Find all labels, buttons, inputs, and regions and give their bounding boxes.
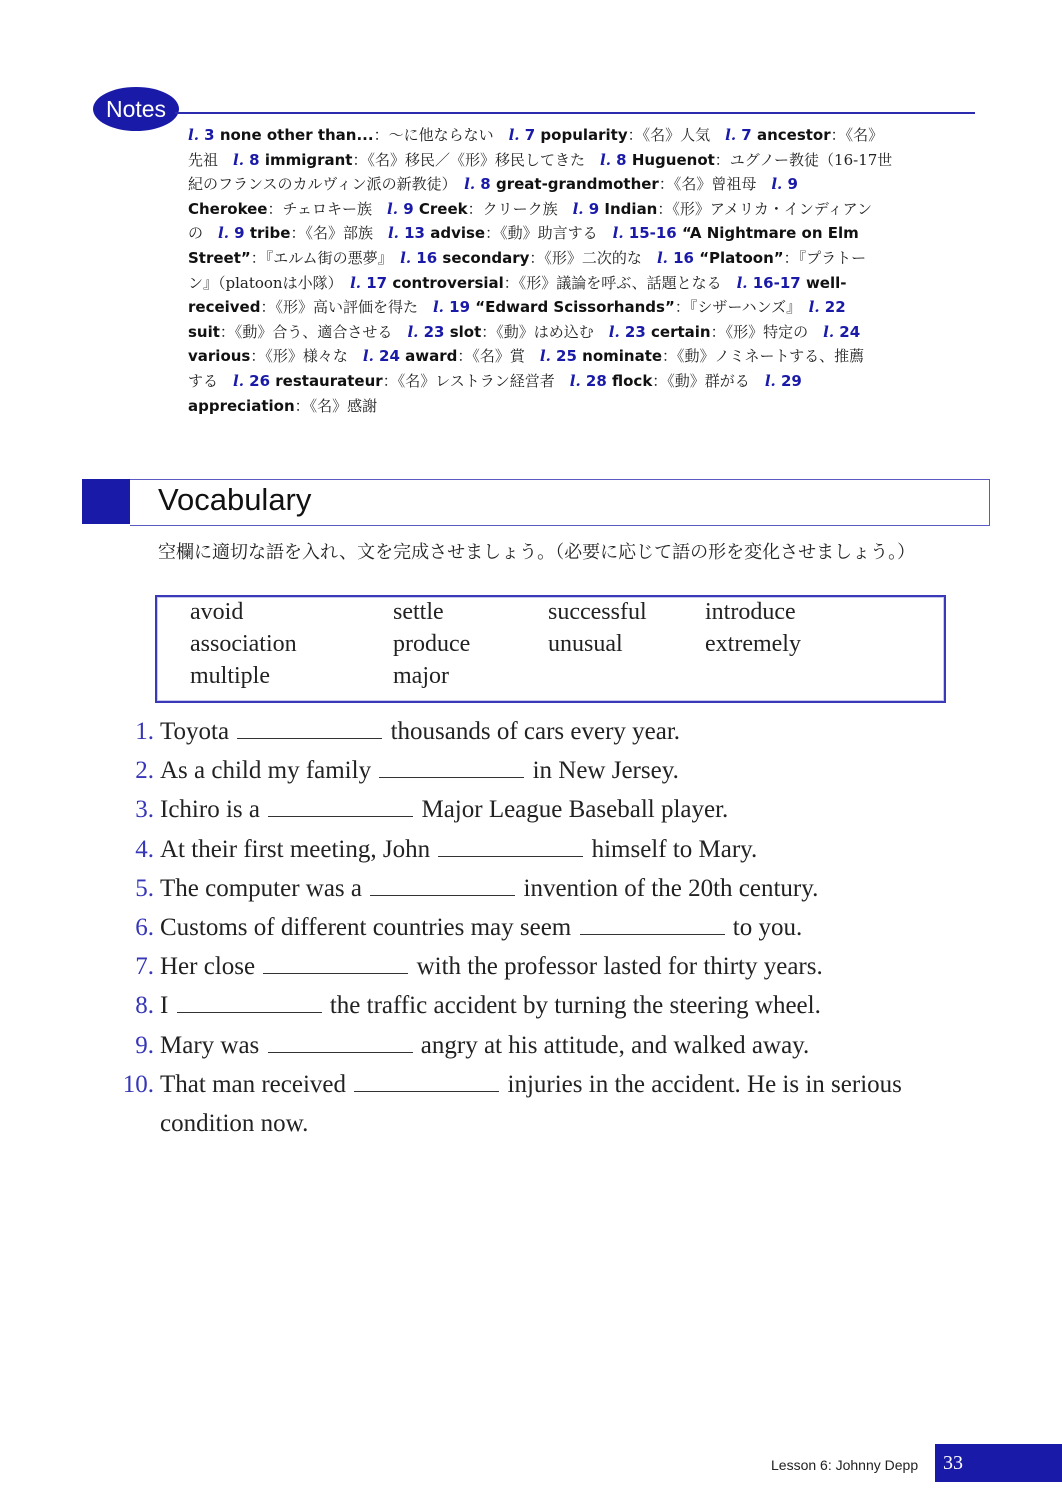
note-gloss: 紀のフランスのカルヴィン派の新教徒） [188, 175, 465, 194]
line-reference: l. 23 [608, 322, 646, 341]
note-term: controversial [387, 273, 504, 292]
exercise-item [0, 718, 1062, 757]
note-gloss: ：《形》アメリカ・インディアン [657, 199, 873, 218]
note-gloss: ：～に他ならない [373, 126, 509, 144]
exercise-sentence [160, 875, 818, 903]
note-term: ancestor [751, 126, 831, 144]
answer-blank[interactable] [438, 838, 583, 857]
note-term: none other than... [214, 126, 374, 144]
word-bank-item: settle [393, 599, 444, 625]
note-gloss: ：《動》ノミネートする、推薦 [662, 347, 865, 366]
answer-blank[interactable] [268, 1034, 413, 1053]
sentence-end: to you. [732, 914, 803, 941]
note-term: popularity [535, 126, 628, 144]
note-gloss: ：《名》感謝 [294, 396, 378, 415]
answer-blank[interactable] [268, 798, 413, 817]
line-reference: l. 24 [362, 347, 400, 366]
sentence-start: Ichiro is a [160, 796, 260, 824]
line-reference: l. 16-17 [736, 273, 801, 292]
note-term: Cherokee [188, 199, 268, 218]
note-gloss: ：《名》 [830, 126, 884, 144]
sentence-start: At their first meeting, John [160, 835, 431, 863]
notes-line [188, 123, 968, 148]
sentence-end: the traffic accident by turning the steering wheel. [329, 992, 821, 1020]
exercise-sentence [160, 757, 679, 785]
exercise-sentence [160, 953, 823, 981]
notes-line [188, 320, 968, 345]
notes-line [188, 172, 968, 197]
note-gloss: ：チェロキー族 [267, 199, 388, 218]
exercise-number: 10. [122, 1070, 154, 1098]
note-gloss: の [188, 224, 219, 243]
exercise-item [0, 953, 1062, 992]
sentence-end: invention of the 20th century. [523, 874, 819, 902]
line-reference: l. 16 [400, 248, 438, 267]
line-reference: l. 8 [464, 175, 491, 194]
page-number: 33 [935, 1444, 1062, 1482]
note-gloss: ：《名》部族 [290, 224, 388, 243]
sentence-end: angry at his attitude, and walked away. [420, 1031, 810, 1059]
notes-line [188, 295, 968, 320]
sentence-start: The computer was a [160, 874, 363, 902]
note-gloss: ：《動》群がる [652, 371, 765, 390]
sentence-end: injuries in the accident. He is in serious [507, 1070, 902, 1098]
word-bank-item: unusual [548, 631, 623, 657]
exercise-item [0, 1071, 1062, 1110]
line-reference: l. 25 [539, 347, 577, 366]
line-reference: l. 17 [350, 273, 388, 292]
sentence-end: thousands of cars every year. [390, 718, 681, 745]
word-bank-item: avoid [190, 599, 244, 625]
sentence-start: Toyota [160, 718, 230, 745]
answer-blank[interactable] [177, 994, 322, 1013]
word-bank-item: multiple [190, 663, 270, 689]
note-term: “Edward Scissorhands” [470, 298, 675, 317]
note-term: various [188, 347, 251, 366]
sentence-end: in New Jersey. [532, 757, 679, 785]
line-reference: l. 23 [407, 322, 445, 341]
exercise-number: 2. [135, 757, 154, 785]
line-reference: l. 24 [823, 322, 861, 341]
line-reference: l. 7 [725, 126, 752, 144]
notes-line [188, 344, 968, 369]
exercise-item [0, 914, 1062, 953]
line-reference: l. 22 [808, 298, 846, 317]
exercise-number: 4. [135, 835, 154, 863]
sentence-start: Customs of different countries may seem [160, 914, 572, 941]
exercise-item [0, 1032, 1062, 1071]
sentence-start: Her close [160, 953, 256, 981]
exercise-number: 6. [135, 914, 154, 941]
note-gloss: ：クリーク族 [467, 199, 573, 218]
exercise-number: 5. [135, 874, 154, 902]
exercise-item [0, 992, 1062, 1031]
notes-line [188, 148, 968, 173]
exercise-sentence [160, 836, 757, 864]
answer-blank[interactable] [580, 916, 725, 935]
notes-line [188, 221, 968, 246]
line-reference: l. 9 [387, 199, 414, 218]
sentence-start: I [160, 992, 169, 1020]
line-reference: l. 16 [656, 248, 694, 267]
notes-body [188, 123, 968, 418]
line-reference: l. 9 [218, 224, 245, 243]
note-gloss: ：《名》レストラン経営者 [382, 371, 570, 390]
note-gloss: ：ユグノー教徒（16-17世 [714, 150, 893, 169]
note-term: Huguenot [626, 150, 715, 169]
note-term: suit [188, 322, 220, 341]
exercise-sentence [160, 992, 821, 1020]
note-term: “A Nightmare on Elm [676, 224, 859, 243]
note-gloss: ：《名》移民／《形》移民してきた [352, 150, 600, 169]
answer-blank[interactable] [354, 1073, 499, 1092]
notes-line [188, 369, 968, 394]
line-reference: l. 3 [188, 126, 215, 144]
answer-blank[interactable] [370, 877, 515, 896]
note-term: tribe [244, 224, 291, 243]
note-term: immigrant [259, 150, 353, 169]
note-gloss: ：《形》高い評価を得た [260, 298, 433, 317]
exercise-item [0, 875, 1062, 914]
sentence-start: As a child my family [160, 757, 372, 785]
sentence-start: That man received [160, 1070, 347, 1098]
line-reference: l. 8 [233, 150, 260, 169]
notes-divider [175, 112, 975, 114]
exercise-number: 3. [135, 796, 154, 824]
line-reference: l. 15-16 [612, 224, 677, 243]
sentence-continuation: condition now. [160, 1110, 309, 1137]
note-gloss: ：《動》助言する [485, 224, 613, 243]
note-gloss: ：《動》合う、適合させる [219, 322, 408, 341]
note-term: award [399, 347, 458, 366]
line-reference: l. 29 [764, 371, 802, 390]
vocabulary-accent-block [82, 479, 130, 524]
note-gloss: ：『エルム街の悪夢』 [250, 248, 401, 267]
word-bank-item: successful [548, 599, 647, 625]
line-reference: l. 19 [432, 298, 471, 317]
word-bank [155, 595, 946, 703]
answer-blank[interactable] [379, 759, 524, 778]
sentence-end: Major League Baseball player. [421, 796, 729, 824]
exercise-number: 9. [135, 1031, 154, 1059]
line-reference: l. 8 [600, 150, 627, 169]
note-gloss: 先祖 [188, 150, 234, 169]
exercise-sentence [160, 718, 680, 746]
note-term: appreciation [188, 396, 295, 415]
note-gloss: ：《形》二次的な [529, 248, 657, 267]
note-term: Creek [413, 199, 468, 218]
word-bank-item: extremely [705, 631, 801, 657]
notes-line [188, 271, 968, 296]
word-bank-item: association [190, 631, 297, 657]
exercise-item [0, 836, 1062, 875]
line-reference: l. 9 [771, 175, 798, 194]
note-gloss: する [188, 371, 234, 390]
sentence-start: Mary was [160, 1031, 260, 1059]
line-reference: l. 13 [387, 224, 425, 243]
notes-line [188, 197, 968, 222]
sentence-end: with the professor lasted for thirty years. [416, 953, 823, 981]
line-reference: l. 9 [572, 199, 600, 218]
note-term: flock [606, 371, 653, 390]
line-reference: l. 28 [569, 371, 607, 390]
note-term: advise [425, 224, 486, 243]
note-term: Street” [188, 248, 251, 267]
note-gloss: ：《形》議論を呼ぶ、話題となる [503, 273, 737, 292]
word-bank-item: produce [393, 631, 471, 657]
line-reference: l. 7 [508, 126, 536, 144]
exercise-sentence [160, 796, 728, 824]
note-term: nominate [576, 347, 663, 366]
note-gloss: ：《動》はめ込む [481, 322, 609, 341]
note-term: certain [645, 322, 711, 341]
note-term: restaurateur [270, 371, 383, 390]
exercise-sentence [160, 1071, 902, 1099]
note-gloss: ：《名》人気 [627, 126, 726, 144]
word-bank-item: major [393, 663, 449, 689]
exercise-item [0, 757, 1062, 796]
exercise-number: 8. [135, 992, 154, 1020]
vocabulary-title: Vocabulary [158, 482, 312, 517]
answer-blank[interactable] [237, 720, 382, 739]
note-term: well- [800, 273, 847, 292]
exercise-sentence [160, 1032, 809, 1060]
note-gloss: ：『シザーハンズ』 [674, 298, 809, 317]
exercise-number: 7. [135, 953, 154, 981]
note-term: secondary [437, 248, 530, 267]
note-term: “Platoon” [693, 248, 784, 267]
lesson-label: Lesson 6: Johnny Depp [771, 1457, 919, 1473]
sentence-end: himself to Mary. [591, 835, 758, 863]
note-gloss: ：《形》様々な [250, 347, 363, 366]
notes-badge: Notes [93, 87, 179, 131]
notes-line [188, 394, 968, 419]
note-term: Indian [599, 199, 658, 218]
line-reference: l. 26 [233, 371, 271, 390]
exercise-item [0, 796, 1062, 835]
note-term: slot [444, 322, 482, 341]
exercise-number: 1. [135, 718, 154, 745]
note-term: great-grandmother [490, 175, 659, 194]
exercise-sentence [160, 914, 802, 942]
note-gloss: ：《名》曾祖母 [658, 175, 772, 194]
note-gloss: ：《形》特定の [710, 322, 824, 341]
vocabulary-instruction: 空欄に適切な語を入れ、文を完成させましょう。（必要に応じて語の形を変化させましょう。） [158, 542, 916, 563]
notes-line [188, 246, 968, 271]
note-gloss: ：『プラトー [783, 248, 867, 267]
note-gloss: ン』（platoonは小隊） [188, 273, 351, 292]
word-bank-item: introduce [705, 599, 796, 625]
note-term: received [188, 298, 261, 317]
note-gloss: ：《名》賞 [457, 347, 540, 366]
answer-blank[interactable] [263, 955, 408, 974]
